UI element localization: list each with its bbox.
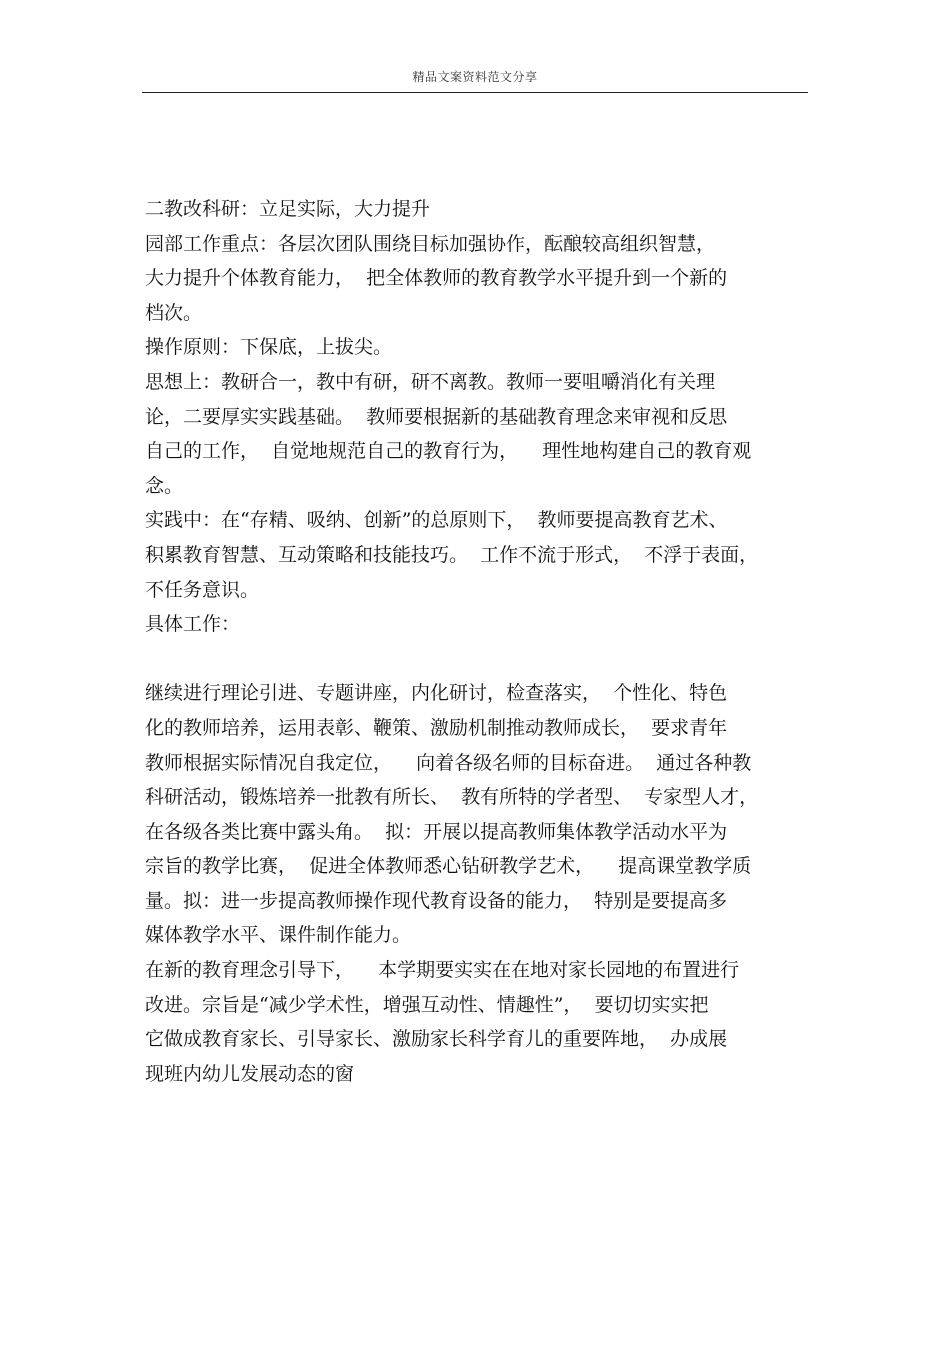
header-text: 精品文案资料范文分享 — [412, 70, 538, 84]
text-line: 自己的工作， 自觉地规范自己的教育行为， 理性地构建自己的教育观 — [145, 440, 752, 463]
text-line: 科研活动，锻炼培养一批教有所长、 教有所特的学者型、 专家型人才， — [145, 786, 759, 809]
text-line: 它做成教育家长、引导家长、激励家长科学育儿的重要阵地， 办成展 — [145, 1028, 728, 1051]
text-line: 在新的教育理念引导下， 本学期要实实在在地对家长园地的布置进行 — [145, 959, 740, 982]
text-line: 具体工作： — [145, 613, 241, 636]
text-line: 现班内幼儿发展动态的窗 — [145, 1062, 355, 1085]
text-line: 思想上：教研合一，教中有研，研不离教。教师一要咀嚼消化有关理 — [145, 370, 716, 393]
text-line: 继续进行理论引进、专题讲座，内化研讨，检查落实， 个性化、特色 — [145, 682, 728, 705]
text-line: 园部工作重点：各层次团队围绕目标加强协作，酝酿较高组织智慧， — [145, 232, 716, 255]
text-line: 积累教育智慧、互动策略和技能技巧。 工作不流于形式， 不浮于表面， — [145, 543, 759, 566]
text-line: 量。拟：进一步提高教师操作现代教育设备的能力， 特别是要提高多 — [145, 889, 728, 912]
text-line: 操作原则：下保底，上拔尖。 — [145, 336, 393, 359]
text-line: 档次。 — [145, 301, 203, 324]
text-line: 不任务意识。 — [145, 578, 260, 601]
section-heading: 二教改科研：立足实际，大力提升 — [145, 198, 431, 220]
text-line: 改进。宗旨是“减少学术性，增强互动性、情趣性”， 要切切实实把 — [145, 993, 709, 1016]
document-body — [145, 192, 815, 1091]
blank-line — [145, 642, 815, 677]
text-line: 实践中：在“存精、吸纳、创新”的总原则下， 教师要提高教育艺术、 — [145, 509, 728, 532]
text-line: 大力提升个体教育能力， 把全体教师的教育教学水平提升到一个新的 — [145, 267, 728, 290]
text-line: 化的教师培养，运用表彰、鞭策、激励机制推动教师成长， 要求青年 — [145, 716, 728, 739]
text-line: 教师根据实际情况自我定位， 向着各级名师的目标奋进。 通过各种教 — [145, 751, 752, 774]
text-line: 在各级各类比赛中露头角。 拟：开展以提高教师集体教学活动水平为 — [145, 820, 728, 843]
text-line: 念。 — [145, 474, 184, 497]
page-header — [142, 64, 808, 93]
text-line: 论，二要厚实实践基础。 教师要根据新的基础教育理念来审视和反思 — [145, 405, 728, 428]
text-line: 媒体教学水平、课件制作能力。 — [145, 924, 412, 947]
text-line: 宗旨的教学比赛， 促进全体教师悉心钻研教学艺术， 提高课堂教学质 — [145, 855, 752, 878]
